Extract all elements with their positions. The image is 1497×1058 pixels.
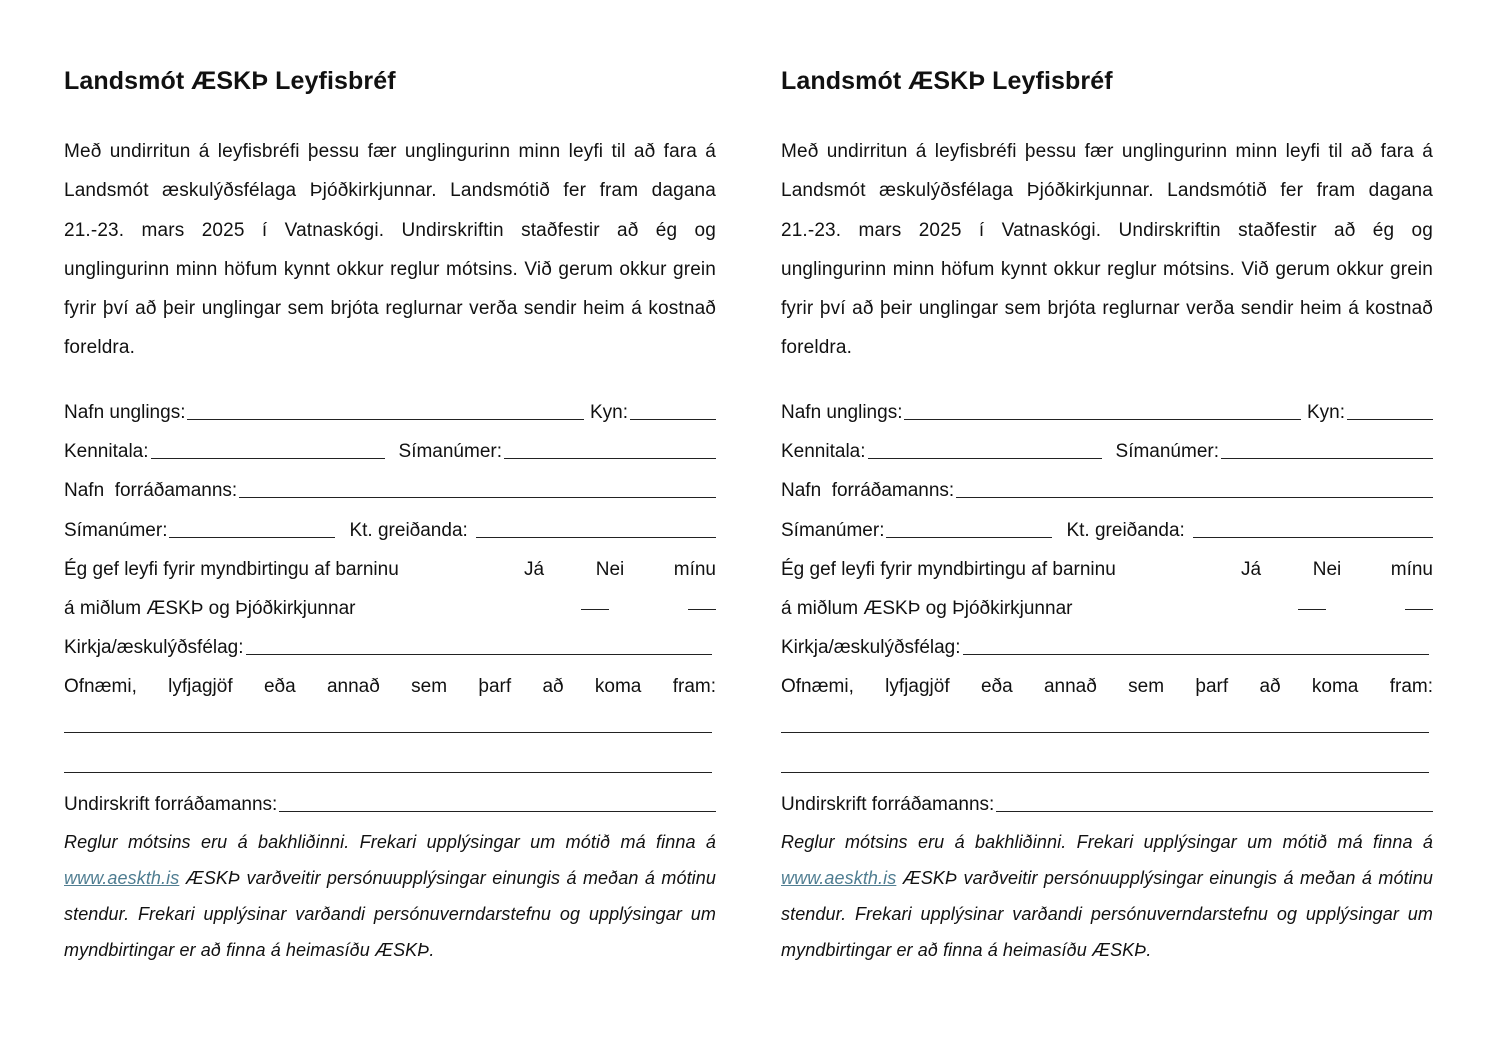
allergies-row bbox=[64, 661, 716, 700]
photo-consent-row-1 bbox=[781, 544, 1433, 583]
no-checkbox-line[interactable] bbox=[688, 609, 716, 610]
footer-text-post: ÆSKÞ varðveitir persónuupplýsingar einungis á meðan á mótinu stendur. Frekari upplýsinar varðandi persónuverndarstefnu og upplýsingar um myndbirtingar er að finna á heimasíðu ÆSKÞ. bbox=[781, 868, 1433, 961]
photo-consent-row-1 bbox=[64, 544, 716, 583]
guardian-phone-field[interactable] bbox=[886, 537, 1052, 538]
allergies-field-1[interactable] bbox=[64, 732, 712, 733]
allergies-line-row-1 bbox=[64, 700, 716, 739]
footer-note bbox=[781, 824, 1433, 969]
no-label: Nei bbox=[595, 558, 625, 580]
footer-text-pre: Reglur mótsins eru á bakhliðinni. Frekari upplýsingar um mótið má finna á bbox=[64, 831, 716, 852]
guardian-phone-row bbox=[781, 504, 1433, 543]
mine-label: mínu bbox=[1390, 558, 1433, 580]
allergies-line-row-1 bbox=[781, 700, 1433, 739]
guardian-name-field[interactable] bbox=[239, 497, 716, 498]
yes-label: Já bbox=[1240, 558, 1262, 580]
payer-id-field[interactable] bbox=[476, 537, 716, 538]
kennitala-row bbox=[781, 426, 1433, 465]
allergies-line-row-2 bbox=[64, 739, 716, 778]
permission-form-right bbox=[781, 60, 1433, 969]
footer-note bbox=[64, 824, 716, 969]
website-link[interactable]: www.aeskth.is bbox=[781, 868, 897, 889]
teen-name-label: Nafn unglings: bbox=[64, 401, 186, 423]
phone-label: Símanúmer: bbox=[1115, 441, 1219, 463]
teen-name-field[interactable] bbox=[904, 419, 1301, 420]
photo-consent-label-1: Ég gef leyfi fyrir myndbirtingu af barninu bbox=[781, 558, 1116, 580]
church-row bbox=[64, 622, 716, 661]
guardian-name-label: Nafn forráðamanns: bbox=[781, 480, 955, 502]
intro-paragraph: Með undirritun á leyfisbréfi þessu fær unglingurinn minn leyfi til að fara á Landsmót æskulýðsfélaga Þjóðkirkjunnar. Landsmótið fer fram dagana 21.-23. mars 2025 í Vatnaskógi. Undirskriftin staðfestir að ég og unglingurinn minn höfum kynnt okkur reglur mótsins. Við gerum okkur grein fyrir því að þeir unglingar sem brjóta reglurnar verða sendir heim á kostnað foreldra. bbox=[64, 141, 716, 359]
phone-label: Símanúmer: bbox=[398, 441, 502, 463]
yes-checkbox-line[interactable] bbox=[581, 609, 609, 610]
allergies-field-2[interactable] bbox=[64, 772, 712, 773]
photo-consent-row-2 bbox=[781, 583, 1433, 622]
photo-consent-label-2: á miðlum ÆSKÞ og Þjóðkirkjunnar bbox=[781, 597, 1073, 619]
yes-checkbox-line[interactable] bbox=[1298, 609, 1326, 610]
no-label: Nei bbox=[1312, 558, 1342, 580]
phone-field[interactable] bbox=[504, 458, 716, 459]
kennitala-row bbox=[64, 426, 716, 465]
guardian-name-row bbox=[781, 465, 1433, 504]
signature-label: Undirskrift forráðamanns: bbox=[781, 793, 995, 815]
signature-field[interactable] bbox=[996, 811, 1433, 812]
teen-name-label: Nafn unglings: bbox=[781, 401, 903, 423]
church-label: Kirkja/æskulýðsfélag: bbox=[64, 637, 244, 659]
church-label: Kirkja/æskulýðsfélag: bbox=[781, 637, 961, 659]
church-field[interactable] bbox=[246, 654, 712, 655]
signature-label: Undirskrift forráðamanns: bbox=[64, 793, 278, 815]
teen-name-row bbox=[64, 387, 716, 426]
kennitala-label: Kennitala: bbox=[781, 441, 866, 463]
website-link[interactable]: www.aeskth.is bbox=[64, 868, 180, 889]
permission-form-left bbox=[64, 60, 716, 969]
church-row bbox=[781, 622, 1433, 661]
gender-field[interactable] bbox=[630, 419, 716, 420]
guardian-phone-row bbox=[64, 504, 716, 543]
intro-paragraph: Með undirritun á leyfisbréfi þessu fær unglingurinn minn leyfi til að fara á Landsmót æskulýðsfélaga Þjóðkirkjunnar. Landsmótið fer fram dagana 21.-23. mars 2025 í Vatnaskógi. Undirskriftin staðfestir að ég og unglingurinn minn höfum kynnt okkur reglur mótsins. Við gerum okkur grein fyrir því að þeir unglingar sem brjóta reglurnar verða sendir heim á kostnað foreldra. bbox=[781, 141, 1433, 359]
guardian-name-label: Nafn forráðamanns: bbox=[64, 480, 238, 502]
no-checkbox-line[interactable] bbox=[1405, 609, 1433, 610]
signature-row bbox=[781, 779, 1433, 818]
form-title: Landsmót ÆSKÞ Leyfisbréf bbox=[64, 67, 396, 95]
allergies-row bbox=[781, 661, 1433, 700]
allergies-label: Ofnæmi, lyfjagjöf eða annað sem þarf að koma fram: bbox=[781, 676, 1433, 698]
gender-label: Kyn: bbox=[1306, 401, 1345, 423]
gender-field[interactable] bbox=[1347, 419, 1433, 420]
form-fields bbox=[64, 387, 716, 818]
footer-text-post: ÆSKÞ varðveitir persónuupplýsingar einungis á meðan á mótinu stendur. Frekari upplýsinar varðandi persónuverndarstefnu og upplýsingar um myndbirtingar er að finna á heimasíðu ÆSKÞ. bbox=[64, 868, 716, 961]
form-title: Landsmót ÆSKÞ Leyfisbréf bbox=[781, 67, 1113, 95]
payer-id-field[interactable] bbox=[1193, 537, 1433, 538]
phone-field[interactable] bbox=[1221, 458, 1433, 459]
guardian-phone-label: Símanúmer: bbox=[64, 519, 168, 541]
kennitala-label: Kennitala: bbox=[64, 441, 149, 463]
church-field[interactable] bbox=[963, 654, 1429, 655]
kennitala-field[interactable] bbox=[868, 458, 1102, 459]
guardian-name-field[interactable] bbox=[956, 497, 1433, 498]
footer-text-pre: Reglur mótsins eru á bakhliðinni. Frekari upplýsingar um mótið má finna á bbox=[781, 831, 1433, 852]
payer-id-label: Kt. greiðanda: bbox=[349, 519, 468, 541]
guardian-phone-label: Símanúmer: bbox=[781, 519, 885, 541]
signature-field[interactable] bbox=[279, 811, 716, 812]
kennitala-field[interactable] bbox=[151, 458, 385, 459]
teen-name-row bbox=[781, 387, 1433, 426]
gender-label: Kyn: bbox=[589, 401, 628, 423]
allergies-label: Ofnæmi, lyfjagjöf eða annað sem þarf að koma fram: bbox=[64, 676, 716, 698]
allergies-field-1[interactable] bbox=[781, 732, 1429, 733]
signature-row bbox=[64, 779, 716, 818]
payer-id-label: Kt. greiðanda: bbox=[1066, 519, 1185, 541]
mine-label: mínu bbox=[673, 558, 716, 580]
guardian-name-row bbox=[64, 465, 716, 504]
yes-label: Já bbox=[523, 558, 545, 580]
photo-consent-label-2: á miðlum ÆSKÞ og Þjóðkirkjunnar bbox=[64, 597, 356, 619]
teen-name-field[interactable] bbox=[187, 419, 584, 420]
photo-consent-label-1: Ég gef leyfi fyrir myndbirtingu af barninu bbox=[64, 558, 399, 580]
allergies-field-2[interactable] bbox=[781, 772, 1429, 773]
guardian-phone-field[interactable] bbox=[169, 537, 335, 538]
allergies-line-row-2 bbox=[781, 739, 1433, 778]
form-fields bbox=[781, 387, 1433, 818]
photo-consent-row-2 bbox=[64, 583, 716, 622]
